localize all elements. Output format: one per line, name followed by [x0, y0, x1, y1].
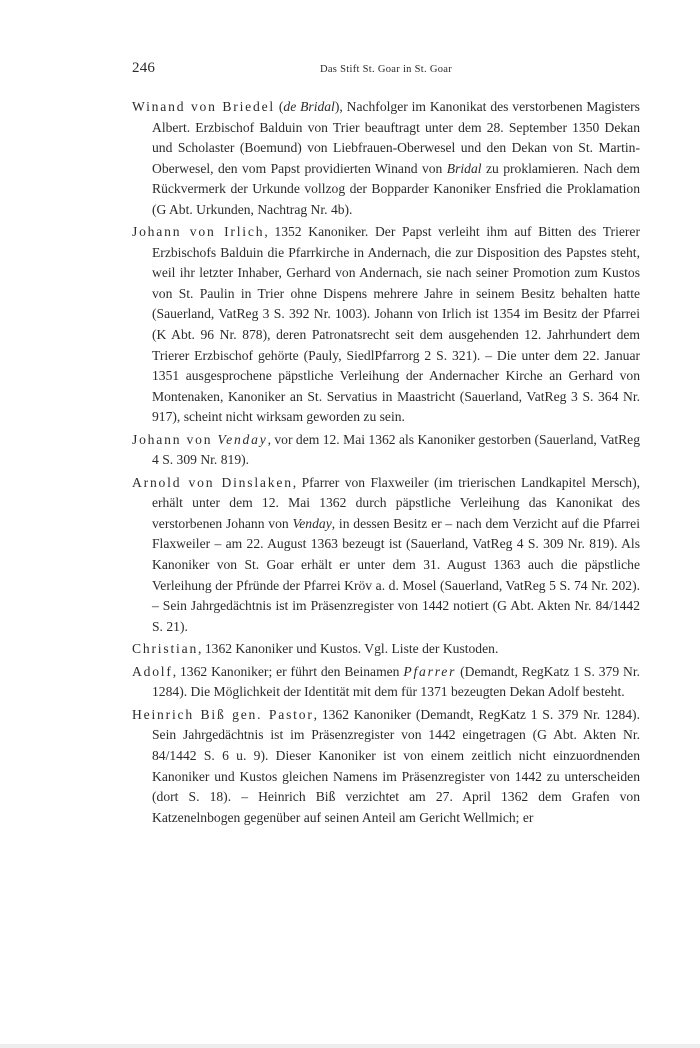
entry-heinrich-biss — [132, 705, 640, 828]
page-number: 246 — [132, 60, 156, 76]
entry-christian — [132, 639, 640, 660]
entry-winand-von-briedel — [132, 97, 640, 220]
bottom-edge — [0, 1044, 700, 1048]
entry-name: Johann von Irlich — [132, 224, 265, 240]
name-variant: Venday — [292, 515, 332, 531]
entry-name: Johann von — [132, 431, 218, 447]
entry-name: Christian — [132, 641, 199, 657]
name-variant: Pfarrer — [403, 663, 457, 679]
entry-name: Heinrich Biß gen. Pastor — [132, 706, 314, 722]
page-header — [132, 60, 640, 82]
running-title: Das Stift St. Goar in St. Goar — [319, 64, 453, 75]
entry-text: ), Nachfolger im Kanonikat des verstorbenen Magisters Albert. Erzbischof Balduin von Trier beauftragt unter dem 28. September 1350 Dekan und Scholaster (Boemund) von Liebfrauen-Oberwesel und den Dekan von St. Martin-Oberwesel, den vom Papst providierten Winand von — [152, 99, 640, 176]
entry-text: , Pfarrer von Flaxweiler (im trierischen Landkapitel Mersch), erhält unter dem 12. Mai 1362 durch päpstliche Verleihung das Kanonikat des verstorbenen Johann von — [152, 474, 640, 531]
entry-text: , in dessen Besitz er – nach dem Verzicht auf die Pfarrei Flaxweiler – am 22. August 1363 bezeugt ist (Sauerland, VatReg 4 S. 309 Nr. 819). Als Kanoniker von St. Goar erhält er unter dem 31. August 1363 auch die päpstliche Verleihung der Pfründe der Pfarrei Kröv a. d. Mosel (Sauerland, VatReg 5 S. 74 Nr. 202). – Sein Jahrgedächtnis ist im Präsenzregister von 1442 notiert (G Abt. Akten Nr. 84/1442 S. 21). — [152, 515, 640, 634]
entry-text: , 1352 Kanoniker. Der Papst verleiht ihm auf Bitten des Trierer Erzbischofs Balduin die Pfarrkirche in Andernach, die zur Disposition des Papstes steht, weil ihr letzter Inhaber, Gerhard von Andernach, sie nach seiner Promotion zum Kustos von St. Paulin in Trier ohne Dispens mehrere Jahre in seinem Besitz behalten hatte (Sauerland, VatReg 3 S. 392 Nr. 1003). Johann von Irlich ist 1354 im Besitz der Pfarrei (K Abt. 96 Nr. 878), deren Patronatsrecht seit dem ausgehenden 12. Jahrhundert dem Trierer Erzbischof gehörte (Pauly, SiedlPfarrorg 2 S. 321). – Die unter dem 22. Januar 1351 ausgesprochene päpstliche Verleihung der Andernacher Kirche an Gerhard von Montenaken, Kanoniker an St. Servatius in Maastricht (Sauerland, VatReg 3 S. 364 Nr. 917), scheint nicht wirksam geworden zu sein. — [152, 224, 640, 425]
entry-name-italic: Venday — [217, 431, 268, 447]
entry-text: (Demandt, RegKatz 1 S. 379 Nr. 1284). Die Möglichkeit der Identität mit dem für 1371 bezeugten Dekan Adolf besteht. — [152, 663, 640, 700]
entry-name: Winand von Briedel — [132, 99, 276, 114]
entry-text: , 1362 Kanoniker (Demandt, RegKatz 1 S. 379 Nr. 1284). Sein Jahrgedächtnis ist im Präsenzregister von 1442 eingetragen (G Abt. Akten Nr. 84/1442 S. 6 u. 9). Dieser Kanoniker ist von einem zeitlich nicht einzuordnenden Kanoniker und Kustos gleichen Namens im Präsenzregister von 1442 zu unterscheiden (dort S. 18). – Heinrich Biß verzichtet am 27. April 1362 dem Grafen von Katzenelnbogen gegenüber auf seinen Anteil am Gericht Wellmich; er — [152, 706, 640, 825]
entry-text: zu proklamieren. Nach dem Rückvermerk der Urkunde vollzog der Bopparder Kanoniker Ensfried die Proklamation (G Abt. Urkunden, Nachtrag Nr. 4b). — [152, 160, 640, 217]
entry-text: , 1362 Kanoniker; er führt den Beinamen — [172, 663, 404, 679]
entry-arnold-von-dinslaken — [132, 473, 640, 637]
entry-johann-von-irlich — [132, 222, 640, 427]
entry-name: Arnold von Dinslaken — [132, 474, 293, 490]
entry-text: ( — [275, 99, 284, 114]
entry-text: , 1362 Kanoniker und Kustos. Vgl. Liste der Kustoden. — [198, 641, 499, 657]
name-variant: de Bridal — [283, 99, 335, 114]
body-text — [132, 97, 640, 830]
name-variant: Bridal — [446, 160, 482, 176]
entry-adolf — [132, 662, 640, 703]
entry-text: , vor dem 12. Mai 1362 als Kanoniker gestorben (Sauerland, VatReg 4 S. 309 Nr. 819). — [152, 431, 640, 468]
entry-name: Adolf — [132, 663, 173, 679]
entry-johann-von-venday — [132, 430, 640, 471]
